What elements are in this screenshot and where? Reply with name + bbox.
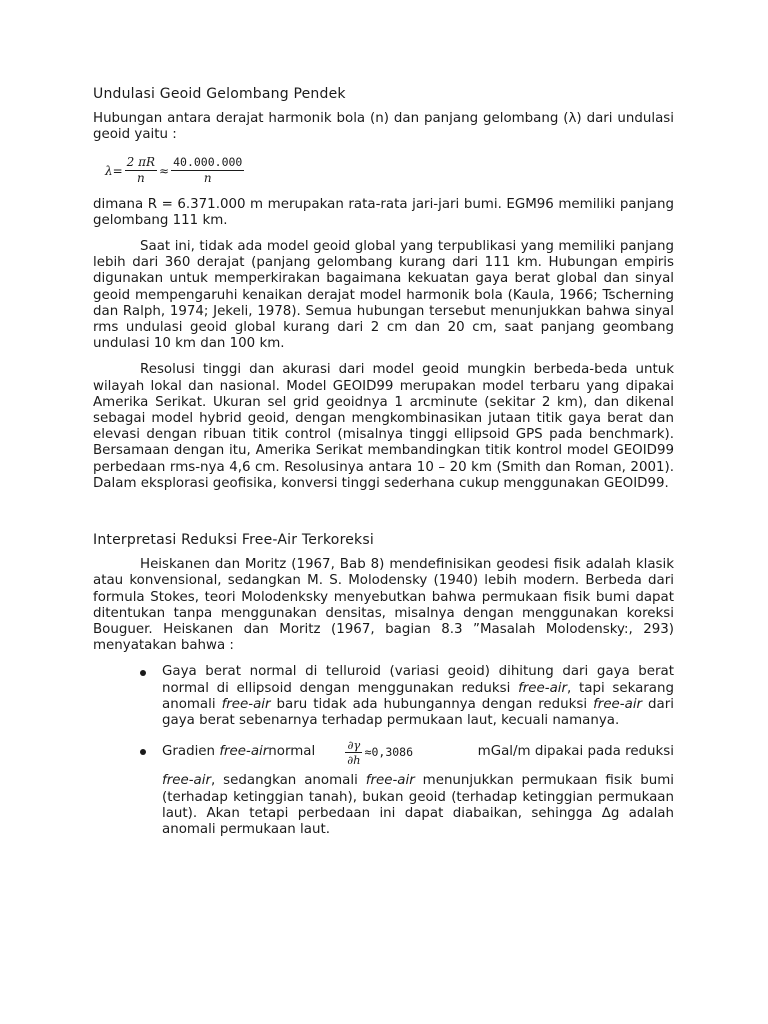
bullet-icon	[140, 749, 146, 755]
gradient-fraction	[345, 738, 362, 767]
section-heading-undulasi: Undulasi Geoid Gelombang Pendek	[93, 86, 346, 102]
bullet2-emph-1: free-air	[219, 744, 269, 760]
gradient-numerator: ∂γ	[347, 737, 361, 752]
formula-approx: ≈	[159, 163, 170, 178]
gradient-formula	[343, 738, 413, 767]
formula-frac2-denominator: n	[203, 171, 212, 186]
list-item	[93, 735, 674, 838]
bullet1-text-3: baru tidak ada hubungannya dengan reduksi	[270, 696, 594, 712]
paragraph-geoid99: Resolusi tinggi dan akurasi dari model geoid mungkin berbeda-beda untuk wilayah lokal dan nasional. Model GEOID99 merupakan model terbaru yang dipakai Amerika Serikat. Ukuran sel grid geoidnya 1 arcminute (sekitar 2 km), dan dikenal sebagai model hybrid geoid, dengan mengkombinasikan jutaan titik gaya berat dan elevasi dengan ribuan titik control (misalnya tinggi ellipsoid GPS pada benchmark). Bersamaan dengan itu, Amerika Serikat membandingkan titik kontrol model GEOID99 perbedaan rms-nya 4,6 cm. Resolusinya antara 10 – 20 km (Smith dan Roman, 2001). Dalam eksplorasi geofisika, konversi tinggi sederhana cukup menggunakan GEOID99.	[93, 362, 674, 491]
formula-frac1-denominator: n	[136, 171, 145, 186]
bullet2-emph-3: free-air	[365, 773, 415, 789]
paragraph-molodensky: Heiskanen dan Moritz (1967, Bab 8) mendefinisikan geodesi fisik adalah klasik atau konvensional, sedangkan M. S. Molodensky (1940) lebih modern. Berbeda dari formula Stokes, teori Molodenksky menyebutkan bahwa permukaan fisik bumi dapat ditentukan tanpa menggunakan densitas, misalnya dengan menggunakan koreksi Bouguer. Heiskanen dan Moritz (1967, bagian 8.3 ”Masalah Molodensky:, 293) menyatakan bahwa :	[93, 557, 674, 654]
paragraph-global-geoid: Saat ini, tidak ada model geoid global yang terpublikasi yang memiliki panjang lebih dari 360 derajat (panjang gelombang kurang dari 111 km. Hubungan empiris digunakan untuk memperkirakan bagaimana kekuatan gaya berat global dan sinyal geoid mempengaruhi kenaikan derajat model harmonik bola (Kaula, 1966; Tscherning dan Ralph, 1974; Jekeli, 1978). Semua hubungan tersebut menunjukkan bahwa sinyal rms undulasi geoid global kurang dari 2 cm dan 20 cm, saat panjang geombang undulasi 10 km dan 100 km.	[93, 239, 674, 352]
bullet2-text-2: mGal/m dipakai pada reduksi	[477, 744, 674, 760]
bullet1-emph-1: free-air	[518, 680, 568, 696]
bullet1-emph-3: free-air	[593, 696, 643, 712]
bullet-list	[93, 664, 674, 838]
section-spacer	[93, 502, 674, 532]
gradient-line	[162, 735, 674, 769]
bullet2-text-1: normal	[268, 744, 316, 760]
bullet1-text-4: dari gaya berat sebenarnya terhadap permukaan laut, kecuali namanya.	[162, 696, 674, 729]
bullet1-text-1: Gaya berat normal di telluroid (variasi geoid) dihitung dari gaya berat normal di ellipsoid dengan menggunakan reduksi	[162, 664, 674, 696]
document-body	[93, 86, 674, 844]
bullet2-text-4: menunjukkan permukaan fisik bumi (terhadap ketinggian tanah), bukan geoid (terhadap ketinggian permukaan laut). Akan tetapi perbedaan ini dapat diabaikan, sehingga ∆g adalah anomali permukaan laut.	[162, 773, 674, 837]
bullet-icon	[140, 670, 146, 676]
bullet2-emph-2: free-air	[162, 773, 211, 789]
section-heading-free-air: Interpretasi Reduksi Free-Air Terkoreksi	[93, 532, 374, 549]
bullet1-emph-2: free-air	[221, 696, 271, 712]
formula-lhs: λ=	[105, 163, 123, 178]
bullet2-continuation	[162, 773, 674, 838]
list-item	[93, 664, 674, 729]
bullet1-text-2: , tapi sekarang anomali	[162, 680, 674, 712]
wavelength-formula	[105, 154, 674, 188]
formula-frac1-numerator: 2 πR	[126, 155, 156, 170]
gradient-denominator: ∂h	[347, 752, 361, 767]
paragraph-intro: Hubungan antara derajat harmonik bola (n) dan panjang gelombang (λ) dari undulasi geoid yaitu :	[93, 111, 674, 143]
bullet2-lead: Gradien	[162, 744, 216, 760]
formula-fraction-2piR	[125, 155, 157, 186]
formula-frac2-numerator: 40.000.000	[173, 155, 243, 170]
gradient-value: ≈0,3086	[364, 745, 414, 760]
paragraph-radius: dimana R = 6.371.000 m merupakan rata-rata jari-jari bumi. EGM96 memiliki panjang gelombang 111 km.	[93, 196, 674, 228]
bullet2-text-3: , sedangkan anomali	[210, 773, 366, 789]
formula-fraction-40000000	[171, 155, 244, 186]
